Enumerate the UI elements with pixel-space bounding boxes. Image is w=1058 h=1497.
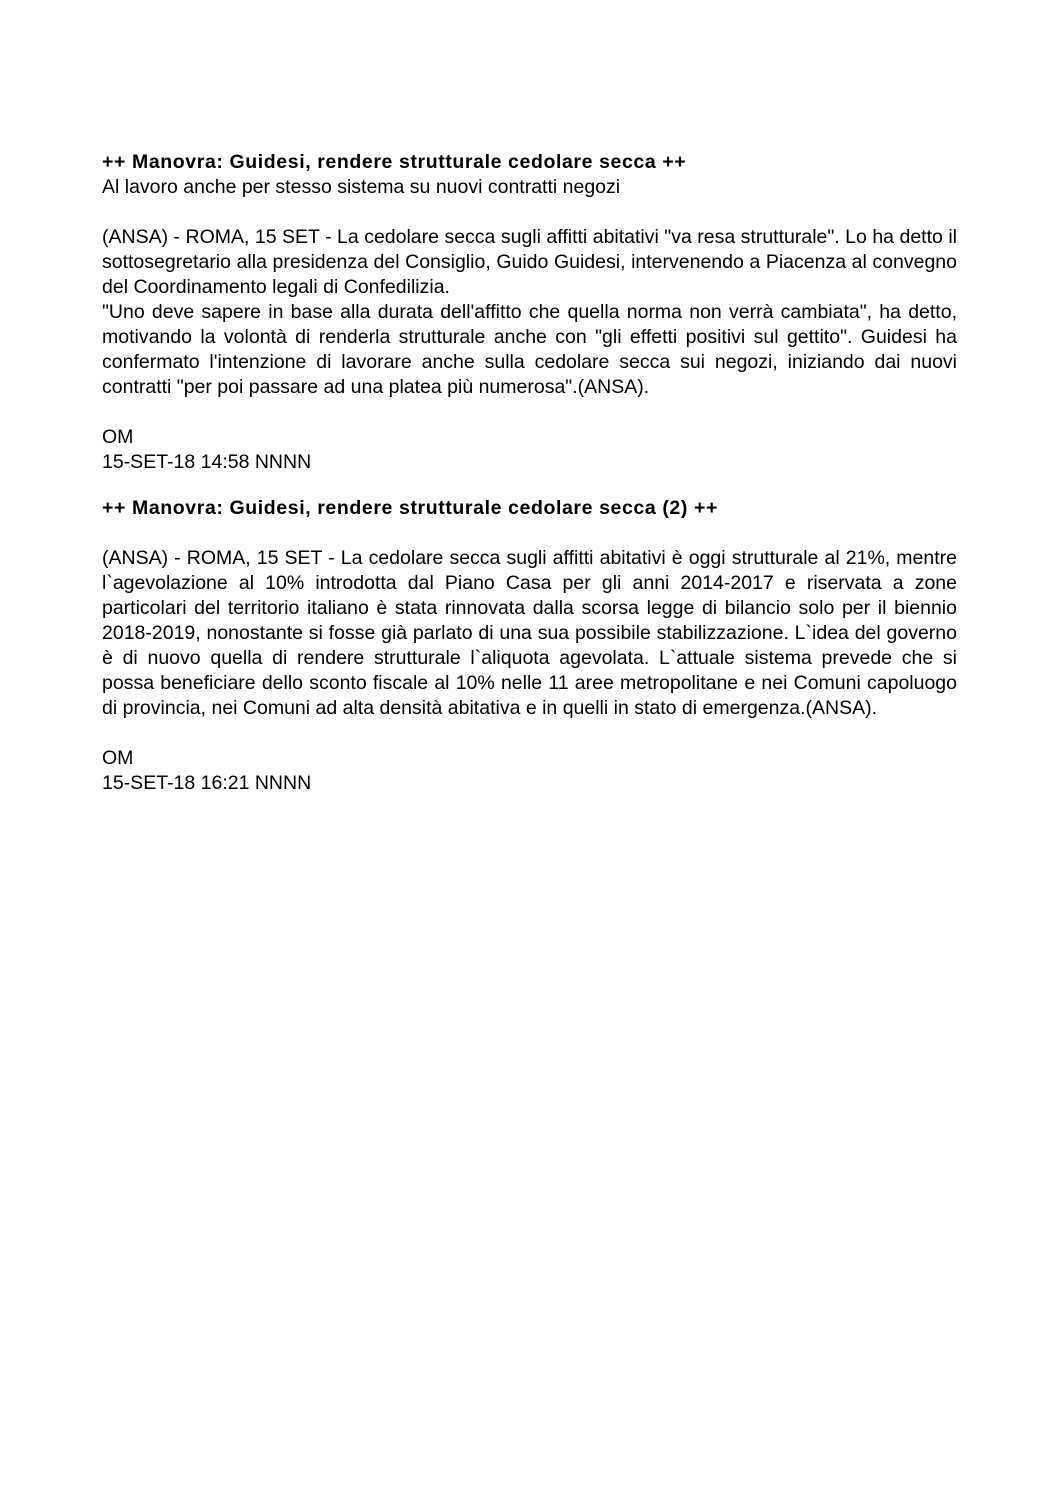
article-2-headline: ++ Manovra: Guidesi, rendere strutturale cedolare secca (2) ++ xyxy=(102,497,718,519)
article-2 xyxy=(102,496,957,796)
article-1-timestamp: 15-SET-18 14:58 NNNN xyxy=(102,451,312,473)
article-1-paragraph-1: (ANSA) - ROMA, 15 SET - La cedolare secca sugli affitti abitativi "va resa strutturale". Lo ha detto il sottosegretario alla presidenza del Consiglio, Guido Guidesi, intervenendo a Piacenza al convegno del Coordinamento legali di Confedilizia. xyxy=(102,226,957,298)
article-1-signature: OM xyxy=(102,426,134,448)
article-2-paragraph-1: (ANSA) - ROMA, 15 SET - La cedolare secca sugli affitti abitativi è oggi strutturale al 21%, mentre l`agevolazione al 10% introdotta dal Piano Casa per gli anni 2014-2017 e riservata a zone particolari del territorio italiano è stata rinnovata dalla scorsa legge di bilancio solo per il biennio 2018-2019, nonostante si fosse già parlato di una sua possibile stabilizzazione. L`idea del governo è di nuovo quella di rendere strutturale l`aliquota agevolata. L`attuale sistema prevede che si possa beneficiare dello sconto fiscale al 10% nelle 11 aree metropolitane e nei Comuni capoluogo di provincia, nei Comuni ad alta densità abitativa e in quelli in stato di emergenza.(ANSA). xyxy=(102,547,957,719)
document-page xyxy=(102,150,957,796)
article-1-headline: ++ Manovra: Guidesi, rendere strutturale cedolare secca ++ xyxy=(102,151,687,173)
article-1 xyxy=(102,150,957,475)
article-2-signature: OM xyxy=(102,747,134,769)
article-2-timestamp: 15-SET-18 16:21 NNNN xyxy=(102,772,312,794)
article-1-paragraph-2: "Uno deve sapere in base alla durata dell'affitto che quella norma non verrà cambiata", ha detto, motivando la volontà di renderla strutturale anche con "gli effetti positivi sul gettito". Guidesi ha confermato l'intenzione di lavorare anche sulla cedolare secca sui negozi, iniziando dai nuovi contratti "per poi passare ad una platea più numerosa".(ANSA). xyxy=(102,301,957,398)
article-1-subtitle: Al lavoro anche per stesso sistema su nuovi contratti negozi xyxy=(102,176,621,198)
